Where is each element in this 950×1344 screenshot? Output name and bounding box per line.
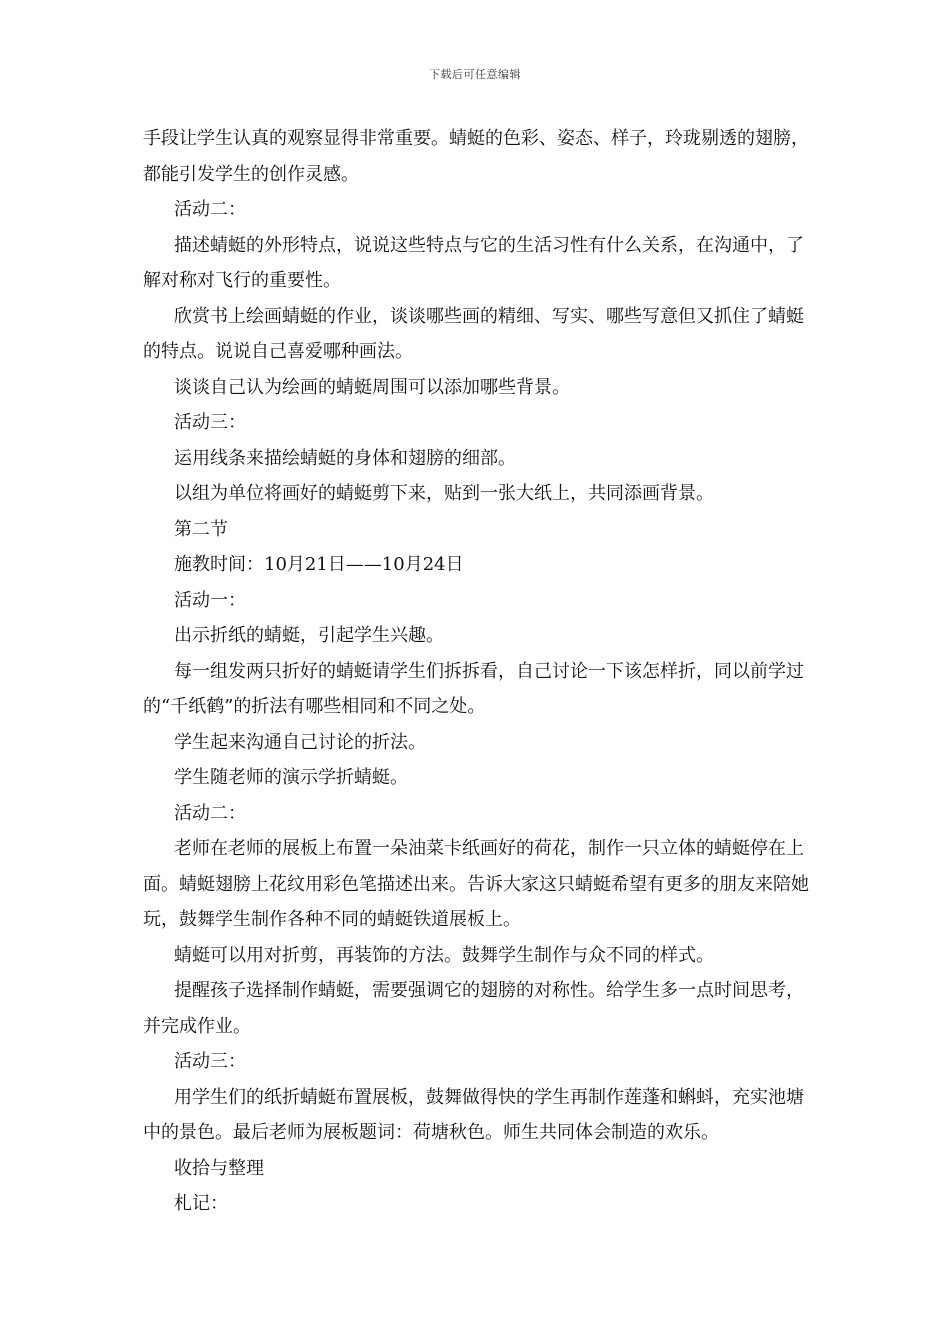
paragraph: 描述蜻蜓的外形特点，说说这些特点与它的生活习性有什么关系，在沟通中，了解对称对飞行的重要性。 (143, 234, 804, 291)
paragraph: 第二节 (174, 518, 228, 540)
paragraph: 札记： (174, 1193, 228, 1214)
paragraph: 活动一： (174, 589, 246, 611)
paragraph: 老师在老师的展板上布置一朵油菜卡纸画好的荷花，制作一只立体的蜻蜓停在上面。蜻蜓翅膀上花纹用彩色笔描述出来。告诉大家这只蜻蜓希望有更多的朋友来陪她玩，鼓舞学生制作各种不同的蜻蜓铁道展板上。 (143, 838, 809, 930)
paragraph: 以组为单位将画好的蜻蜓剪下来，贴到一张大纸上，共同添画背景。 (174, 483, 714, 504)
paragraph: 谈谈自己认为绘画的蜻蜓周围可以添加哪些背景。 (174, 376, 570, 398)
paragraph: 用学生们的纸折蜻蜓布置展板，鼓舞做得快的学生再制作莲蓬和蝌蚪，充实池塘中的景色。最后老师为展板题词：荷塘秋色。师生共同体会制造的欢乐。 (143, 1086, 804, 1143)
paragraph: 学生随老师的演示学折蜻蜓。 (174, 767, 408, 788)
paragraph: 欣赏书上绘画蜻蜓的作业，谈谈哪些画的精细、写实、哪些写意但又抓住了蜻蜓的特点。说说自己喜爱哪种画法。 (143, 305, 804, 362)
paragraph: 手段让学生认真的观察显得非常重要。蜻蜓的色彩、姿态、样子，玲珑剔透的翅膀，都能引发学生的创作灵感。 (143, 128, 809, 185)
paragraph: 活动三： (174, 1051, 246, 1072)
paragraph: 学生起来沟通自己讨论的折法。 (174, 731, 426, 753)
paragraph: 施教时间：10月21日——10月24日 (174, 554, 464, 575)
paragraph: 蜻蜓可以用对折剪，再装饰的方法。鼓舞学生制作与众不同的样式。 (174, 944, 714, 966)
paragraph: 活动二： (174, 802, 246, 824)
paragraph: 提醒孩子选择制作蜻蜓，需要强调它的翅膀的对称性。给学生多一点时间思考，并完成作业。 (143, 980, 804, 1037)
document-body (143, 121, 811, 1222)
paragraph: 活动三： (174, 412, 246, 433)
paragraph: 运用线条来描绘蜻蜓的身体和翅膀的细部。 (174, 447, 516, 469)
paragraph: 收拾与整理 (174, 1157, 264, 1179)
page-header: 下载后可任意编辑 (429, 68, 521, 81)
paragraph: 出示折纸的蜻蜓，引起学生兴趣。 (174, 625, 444, 646)
paragraph: 每一组发两只折好的蜻蜓请学生们拆拆看，自己讨论一下该怎样折，同以前学过的“千纸鹤”的折法有哪些相同和不同之处。 (143, 660, 804, 717)
paragraph: 活动二： (174, 199, 246, 220)
